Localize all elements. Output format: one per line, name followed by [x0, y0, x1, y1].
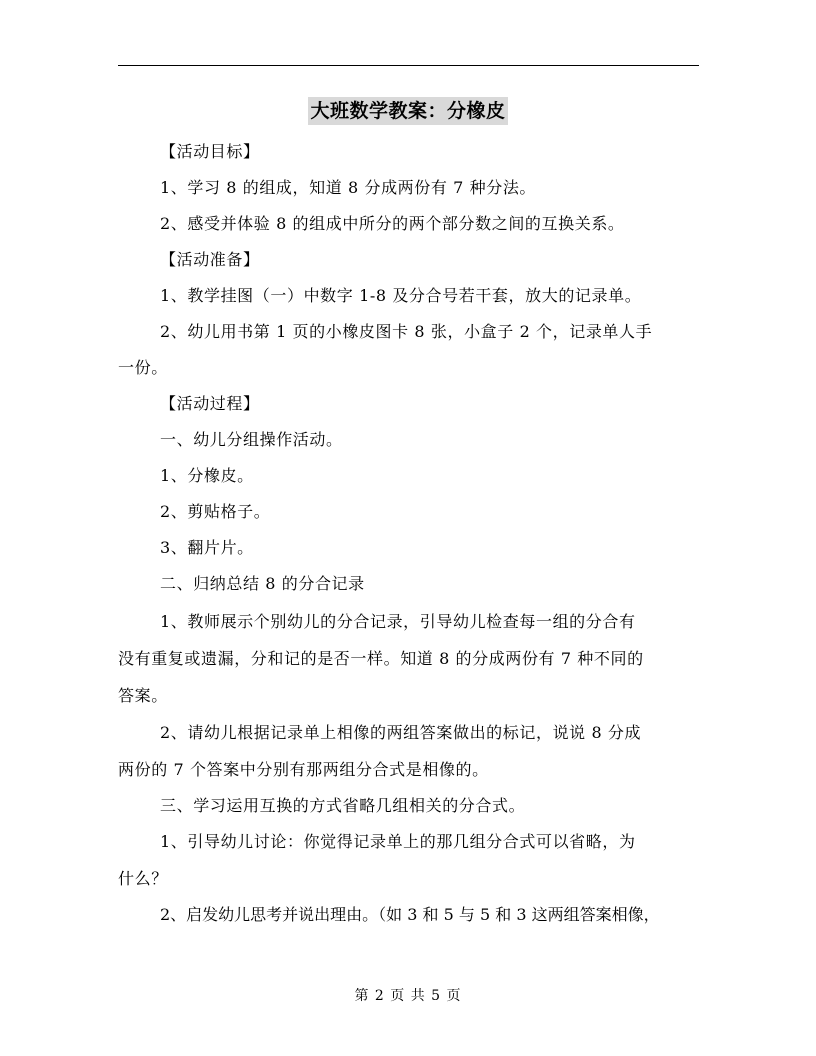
paragraph-line-continued: 什么？ [118, 869, 168, 888]
paragraph-line: 1、教学挂图（一）中数字 1-8 及分合号若干套，放大的记录单。 [160, 286, 642, 305]
paragraph-line: 三、学习运用互换的方式省略几组相关的分合式。 [160, 796, 526, 815]
header-rule [118, 65, 699, 66]
paragraph-line: 2、剪贴格子。 [160, 502, 271, 521]
paragraph-line: 3、翻片片。 [160, 538, 254, 557]
paragraph-line: 2、幼儿用书第 1 页的小橡皮图卡 8 张，小盒子 2 个，记录单人手 [160, 322, 653, 341]
paragraph-line: 二、归纳总结 8 的分合记录 [160, 574, 365, 593]
document-title: 大班数学教案：分橡皮 [308, 97, 507, 125]
paragraph-line: 1、引导幼儿讨论：你觉得记录单上的那几组分合式可以省略，为 [160, 832, 636, 851]
paragraph-line: 1、学习 8 的组成，知道 8 分成两份有 7 种分法。 [160, 178, 537, 197]
page-footer: 第 2 页 共 5 页 [354, 988, 462, 1004]
section-heading-process: 【活动过程】 [160, 394, 260, 413]
paragraph-line-continued: 没有重复或遗漏，分和记的是否一样。知道 8 的分成两份有 7 种不同的 [118, 649, 644, 668]
title-container [0, 97, 816, 125]
paragraph-line-continued: 一份。 [118, 358, 168, 377]
paragraph-line-continued: 两份的 7 个答案中分别有那两组分合式是相像的。 [118, 760, 489, 779]
paragraph-line: 2、感受并体验 8 的组成中所分的两个部分数之间的互换关系。 [160, 214, 625, 233]
section-heading-goals: 【活动目标】 [160, 142, 260, 161]
paragraph-line: 一、幼儿分组操作活动。 [160, 430, 343, 449]
paragraph-line: 1、教师展示个别幼儿的分合记录，引导幼儿检查每一组的分合有 [160, 612, 636, 631]
paragraph-line: 1、分橡皮。 [160, 466, 254, 485]
paragraph-line-continued: 答案。 [118, 686, 168, 705]
paragraph-line: 2、启发幼儿思考并说出理由。（如 3 和 5 与 5 和 3 这两组答案相像， [160, 905, 660, 924]
section-heading-preparation: 【活动准备】 [160, 250, 260, 269]
paragraph-line: 2、请幼儿根据记录单上相像的两组答案做出的标记，说说 8 分成 [160, 723, 642, 742]
